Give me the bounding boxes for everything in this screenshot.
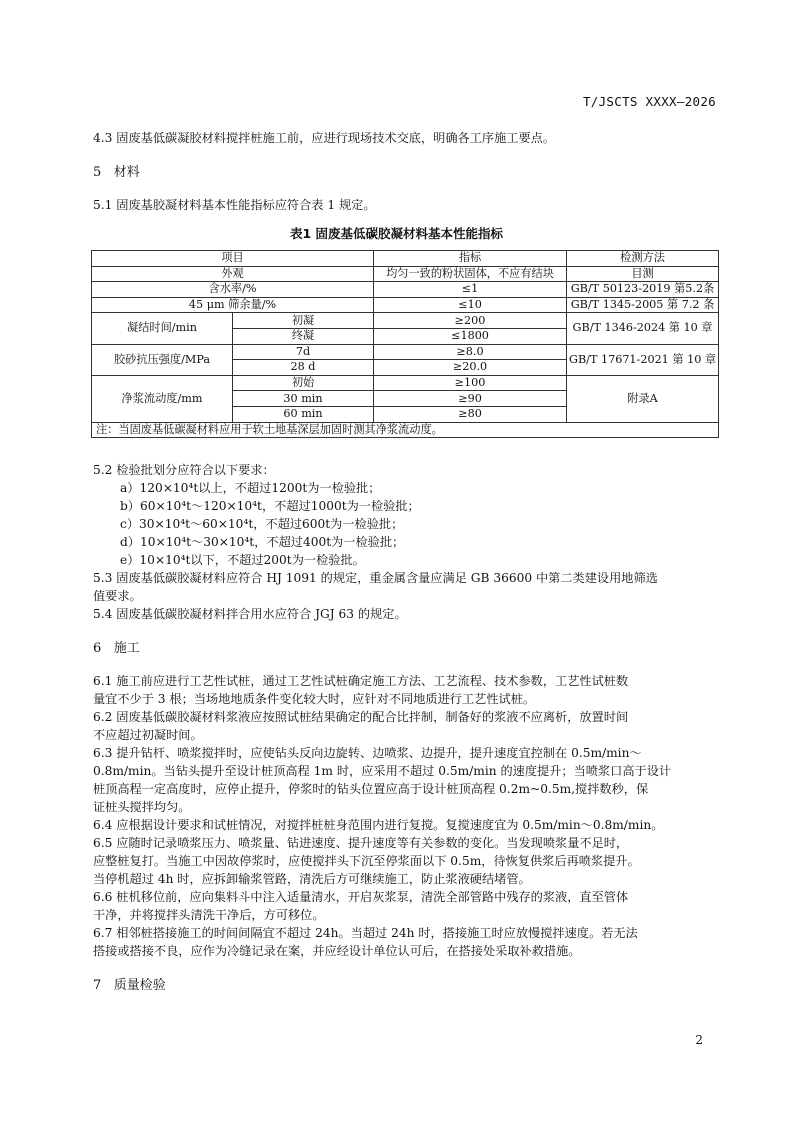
header-item: 项目 <box>92 251 374 267</box>
section-title: 质量检验 <box>113 978 166 993</box>
clause-5-3-line1: 5.3 固废基低碳胶凝材料应符合 HJ 1091 的规定，重金属含量应满足 GB 36600 中第二类建设用地筛选 <box>93 571 658 585</box>
cell-index: 均匀一致的粉状固体，不应有结块 <box>374 266 567 282</box>
cell-method: GB/T 1345-2005 第 7.2 条 <box>567 297 719 313</box>
list-item: e）10×10⁴t以下，不超过200t为一检验批。 <box>120 553 365 567</box>
clause-6-2-line1: 6.2 固废基低碳胶凝材料浆液应按照试桩结果确定的配合比拌制，制备好的浆液不应离析，放置时间 <box>93 710 629 724</box>
clause-4-3: 4.3 固废基低碳凝胶材料搅拌桩施工前，应进行现场技术交底，明确各工序施工要点。 <box>93 131 556 145</box>
cell-method: GB/T 17671-2021 第 10 章 <box>567 344 719 375</box>
table-row <box>92 282 719 298</box>
cell-item: 凝结时间/min <box>92 313 233 344</box>
cell-index: ≥20.0 <box>374 360 567 376</box>
cell-method: 目测 <box>567 266 719 282</box>
cell-index: ≥90 <box>374 391 567 407</box>
page-number: 2 <box>695 1033 703 1047</box>
header-method: 检测方法 <box>567 251 719 267</box>
cell-subitem: 终凝 <box>233 328 374 344</box>
clause-6-3-line4: 证桩头搅拌均匀。 <box>93 800 191 814</box>
clause-6-3-line2: 0.8m/min。当钻头提升至设计桩顶高程 1m 时，应采用不超过 0.5m/min 的速度提升；当喷浆口高于设计 <box>93 764 672 778</box>
table-note-row <box>92 422 719 438</box>
clause-6-1-line2: 量宜不少于 3 根；当场地地质条件变化较大时，应针对不同地质进行工艺性试桩。 <box>93 692 536 706</box>
clause-6-3-line1: 6.3 提升钻杆、喷浆搅拌时，应使钻头反向边旋转、边喷浆、边提升，提升速度宜控制在 0.5m/min～ <box>93 746 642 760</box>
clause-6-4: 6.4 应根据设计要求和试桩情况，对搅拌桩桩身范围内进行复搅。复搅速度宜为 0.5m/min～0.8m/min。 <box>93 818 664 832</box>
document-number: T/JSCTS XXXX—2026 <box>582 94 716 109</box>
cell-subitem: 60 min <box>233 406 374 422</box>
cell-index: ≤10 <box>374 297 567 313</box>
table-row <box>92 375 719 391</box>
section-title: 材料 <box>113 165 140 180</box>
clause-5-4: 5.4 固废基低碳胶凝材料拌合用水应符合 JGJ 63 的规定。 <box>93 607 407 621</box>
table-caption: 表1 固废基低碳胶凝材料基本性能指标 <box>289 226 504 241</box>
clause-5-2-intro: 5.2 检验批划分应符合以下要求： <box>93 463 275 477</box>
section-number: 5 <box>93 165 102 180</box>
list-item: c）30×10⁴t～60×10⁴t，不超过600t为一检验批； <box>120 517 404 531</box>
section-number: 7 <box>93 978 102 993</box>
cell-item: 净浆流动度/mm <box>92 375 233 422</box>
table-row <box>92 266 719 282</box>
clause-6-6-line2: 干净，并将搅拌头清洗干净后，方可移位。 <box>93 908 325 922</box>
table-note: 注：当固废基低碳凝材料应用于软土地基深层加固时测其净浆流动度。 <box>92 422 719 438</box>
cell-subitem: 初凝 <box>233 313 374 329</box>
clause-6-5-line1: 6.5 应随时记录喷浆压力、喷浆量、钻进速度、提升速度等有关参数的变化。当发现喷浆量不足时， <box>93 836 629 850</box>
clause-6-6-line1: 6.6 桩机移位前，应向集料斗中注入适量清水，开启灰浆泵，清洗全部管路中残存的浆液，直至管体 <box>93 890 629 904</box>
cell-method: 附录A <box>567 375 719 422</box>
clause-6-5-line3: 当停机超过 4h 时，应拆卸输浆管路，清洗后方可继续施工，防止浆液硬结堵管。 <box>93 872 531 886</box>
cell-index: ≥80 <box>374 406 567 422</box>
list-item: a）120×10⁴t以上，不超过1200t为一检验批； <box>120 481 381 495</box>
section-5-heading <box>93 164 718 182</box>
section-title: 施工 <box>113 641 140 656</box>
table-row <box>92 297 719 313</box>
clause-6-5-line2: 应整桩复打。当施工中因故停浆时，应使搅拌头下沉至停浆面以下 0.5m，待恢复供浆后再喷浆提升。 <box>93 854 640 868</box>
clause-6-1-line1: 6.1 施工前应进行工艺性试桩，通过工艺性试桩确定施工方法、工艺流程、技术参数，工艺性试桩数 <box>93 674 629 688</box>
header-index: 指标 <box>374 251 567 267</box>
cell-index: ≤1800 <box>374 328 567 344</box>
section-6-heading <box>93 640 718 658</box>
cell-method: GB/T 1346-2024 第 10 章 <box>567 313 719 344</box>
cell-index: ≥100 <box>374 375 567 391</box>
cell-method: GB/T 50123-2019 第5.2条 <box>567 282 719 298</box>
cell-subitem: 30 min <box>233 391 374 407</box>
clause-6-3-line3: 桩顶高程一定高度时，应停止提升，停浆时的钻头位置应高于设计桩顶高程 0.2m~0.5m,搅拌数秒，保 <box>93 782 649 796</box>
cell-item: 45 μm 筛余量/% <box>92 297 374 313</box>
clause-6-2-line2: 不应超过初凝时间。 <box>93 728 203 742</box>
cell-index: ≥200 <box>374 313 567 329</box>
clause-5-1: 5.1 固废基胶凝材料基本性能指标应符合表 1 规定。 <box>93 198 376 212</box>
cell-item: 含水率/% <box>92 282 374 298</box>
cell-subitem: 初始 <box>233 375 374 391</box>
cell-subitem: 7d <box>233 344 374 360</box>
table-row <box>92 344 719 360</box>
cell-item: 外观 <box>92 266 374 282</box>
section-number: 6 <box>93 641 102 656</box>
material-properties-table <box>91 250 719 438</box>
clause-6-7-line2: 搭接或搭接不良，应作为冷缝记录在案，并应经设计单位认可后，在搭接处采取补救措施。 <box>93 944 581 958</box>
list-item: b）60×10⁴t～120×10⁴t，不超过1000t为一检验批； <box>120 499 420 513</box>
clause-6-7-line1: 6.7 相邻桩搭接施工的时间间隔宜不超过 24h。当超过 24h 时，搭接施工时应放慢搅拌速度。若无法 <box>93 926 638 940</box>
section-7-heading <box>93 977 718 995</box>
table-row <box>92 313 719 329</box>
clause-5-3-line2: 值要求。 <box>93 589 142 603</box>
table-header-row <box>92 251 719 267</box>
cell-item: 胶砂抗压强度/MPa <box>92 344 233 375</box>
list-item: d）10×10⁴t～30×10⁴t，不超过400t为一检验批； <box>120 535 405 549</box>
cell-subitem: 28 d <box>233 360 374 376</box>
cell-index: ≤1 <box>374 282 567 298</box>
cell-index: ≥8.0 <box>374 344 567 360</box>
